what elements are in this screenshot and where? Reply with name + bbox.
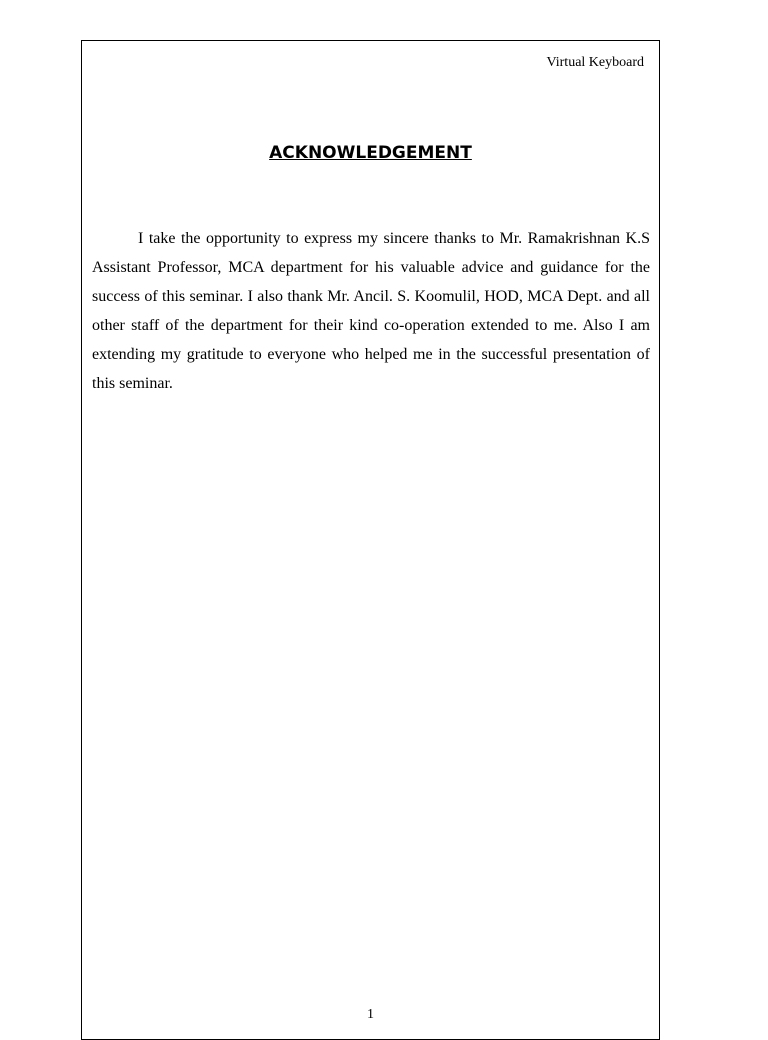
running-header: Virtual Keyboard	[546, 55, 644, 70]
document-page	[81, 40, 660, 1040]
acknowledgement-paragraph: I take the opportunity to express my sincere thanks to Mr. Ramakrishnan K.S Assistant Professor, MCA department for his valuable advice and guidance for the success of this seminar. I also thank Mr. Ancil. S. Koomulil, HOD, MCA Dept. and all other staff of the department for their kind co-operation extended to me. Also I am extending my gratitude to everyone who helped me in the successful presentation of this seminar.	[92, 230, 650, 392]
page-number: 1	[367, 1007, 374, 1022]
page-title: ACKNOWLEDGEMENT	[269, 143, 472, 163]
